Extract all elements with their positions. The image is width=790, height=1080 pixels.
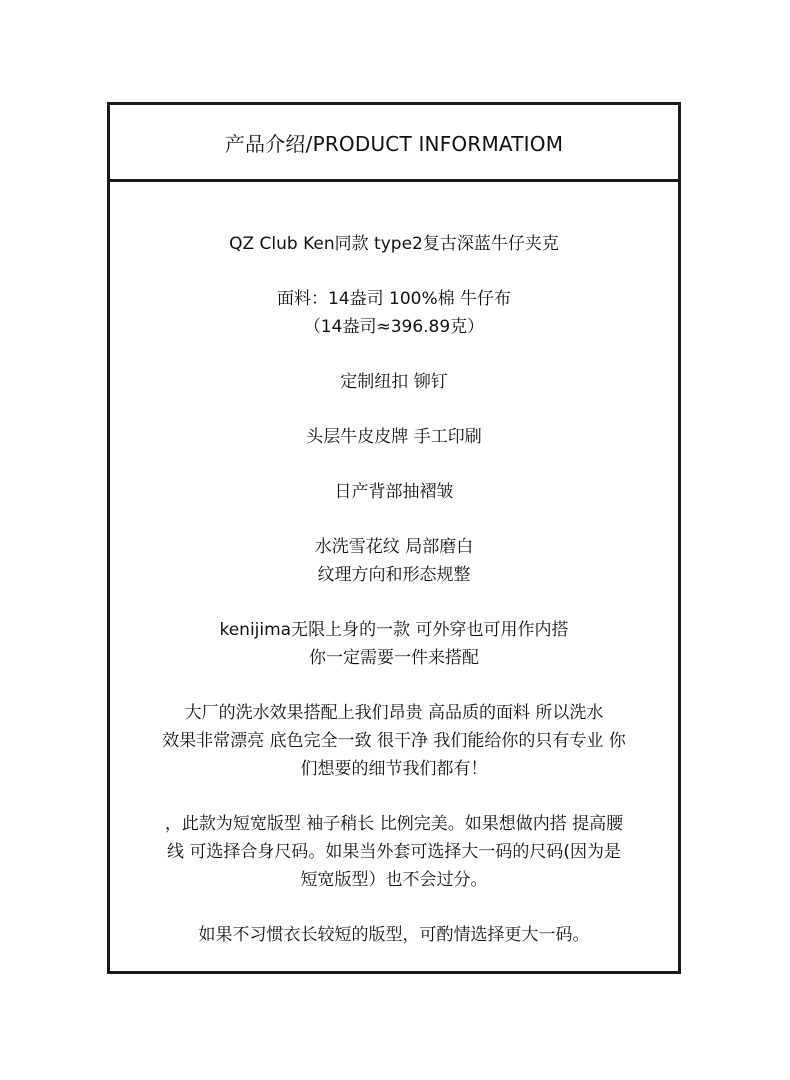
text-line: 线 可选择合身尺码。如果当外套可选择大一码的尺码(因为是 <box>166 842 622 862</box>
text-line: 你一定需要一件来搭配 <box>309 648 479 668</box>
text-line: 头层牛皮皮牌 手工印刷 <box>306 427 482 447</box>
text-line: QZ Club Ken同款 type2复古深蓝牛仔夹克 <box>229 234 559 254</box>
text-line: 大厂的洗水效果搭配上我们昂贵 高品质的面料 所以洗水 <box>184 703 604 723</box>
card-title: 产品介绍/PRODUCT INFORMATIOM <box>224 131 564 156</box>
product-info-card <box>107 102 681 974</box>
text-line: 纹理方向和形态规整 <box>317 565 471 585</box>
paragraph-buttons <box>110 368 678 396</box>
text-line: （14盎司≈396.89克） <box>303 317 485 337</box>
paragraph-quality <box>110 699 678 783</box>
text-line: kenijima无限上身的一款 可外穿也可用作内搭 <box>219 620 569 640</box>
paragraph-back-pleats <box>110 478 678 506</box>
paragraph-size-advice <box>110 921 678 949</box>
text-line: 效果非常漂亮 底色完全一致 很干净 我们能给你的只有专业 你 <box>162 731 626 751</box>
paragraph-product-name <box>110 230 678 258</box>
card-body <box>110 182 678 949</box>
paragraph-fit <box>110 810 678 894</box>
paragraph-styling <box>110 616 678 672</box>
text-line: ，此款为短宽版型 袖子稍长 比例完美。如果想做内搭 提高腰 <box>164 814 624 834</box>
card-header <box>110 105 678 182</box>
text-line: 定制纽扣 铆钉 <box>340 372 448 392</box>
paragraph-fabric <box>110 285 678 341</box>
text-line: 短宽版型）也不会过分。 <box>300 870 488 890</box>
text-line: 如果不习惯衣长较短的版型，可酌情选择更大一码。 <box>198 925 590 945</box>
text-line: 面料：14盎司 100%棉 牛仔布 <box>276 289 512 309</box>
paragraph-wash <box>110 533 678 589</box>
text-line: 水洗雪花纹 局部磨白 <box>314 537 474 557</box>
text-line: 日产背部抽褶皱 <box>334 482 454 502</box>
paragraph-leather-patch <box>110 423 678 451</box>
text-line: 们想要的细节我们都有！ <box>300 759 488 779</box>
